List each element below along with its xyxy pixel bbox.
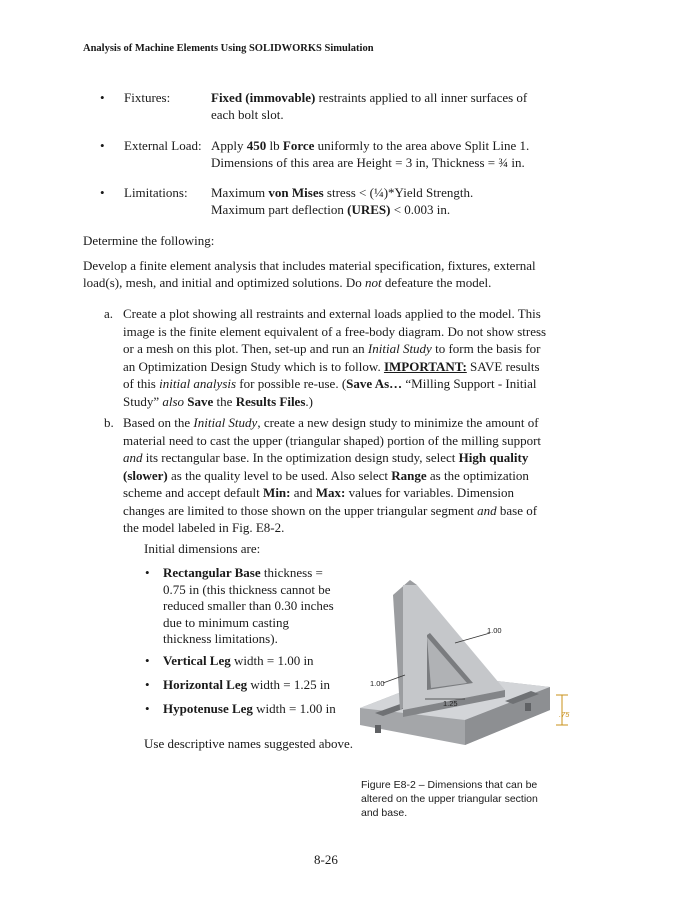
text-run: material need to cast the upper (triangular shaped) portion of the milling support: [123, 432, 542, 448]
text-run: thickness =: [260, 565, 323, 580]
dim-horizontal: 1.25: [443, 699, 458, 708]
dim-vertical: 1.00: [370, 679, 385, 688]
develop-line: [83, 274, 491, 291]
text-run: for possible re-use. (: [236, 376, 347, 391]
dim-base: .75: [559, 710, 570, 719]
slot-notch-left: [375, 725, 381, 733]
text-run: Horizontal Leg: [163, 677, 248, 692]
dimension-line: [163, 652, 314, 669]
text-run: Initial Study: [367, 341, 432, 356]
bullet-label: Fixtures:: [124, 90, 171, 105]
text-run: defeature the model.: [381, 275, 492, 290]
text-run: Based on the: [123, 415, 194, 430]
text-run: restraints applied to all inner surfaces of: [315, 90, 528, 105]
item-text-line: [123, 358, 540, 375]
item-text-line: [123, 375, 536, 392]
bullet-text-line: [211, 184, 473, 201]
caption-line: altered on the upper triangular section: [361, 793, 538, 805]
text-run: stress < (¼)*Yield Strength.: [323, 185, 474, 200]
text-run: its rectangular base. In the optimization design study, select: [142, 450, 459, 465]
text-run: the: [213, 393, 236, 409]
text-run: Results Files: [235, 393, 306, 409]
dimension-line: [163, 630, 278, 647]
dimension-line: [163, 700, 336, 717]
text-run: Apply: [211, 138, 247, 153]
text-run: initial analysis: [159, 376, 237, 391]
bullet-marker: •: [100, 90, 105, 105]
text-run: (URES): [347, 202, 391, 217]
bullet-marker: •: [145, 565, 150, 580]
text-run: reduced smaller than 0.30 inches: [163, 598, 334, 613]
item-text-line: [123, 467, 529, 484]
text-run: Dimensions of this area are Height = 3 in, Thickness = ¾ in.: [211, 155, 525, 170]
text-run: Rectangular Base: [163, 565, 261, 580]
text-run: image is the finite element equivalent of a free-body diagram. Do not show stress: [123, 323, 547, 339]
text-run: “Milling Support - Initial: [402, 376, 537, 391]
dimension-line: [163, 597, 334, 614]
milling-support-figure: [355, 575, 580, 770]
item-text-line: [123, 484, 514, 501]
text-run: base of: [496, 502, 538, 518]
text-run: , create a new design study to minimize the amount of: [257, 415, 539, 430]
develop-line: [83, 257, 536, 274]
caption-line: Figure E8-2 – Dimensions that can be: [361, 779, 538, 791]
text-run: and: [123, 450, 143, 465]
bullet-label: External Load:: [124, 138, 202, 153]
text-run: Min:: [263, 485, 291, 500]
text-run: width = 1.00 in: [252, 701, 336, 716]
text-run: changes are limited to those shown on the upper triangular segment: [123, 502, 478, 518]
bullet-marker: •: [100, 185, 105, 200]
item-text-line: [123, 393, 313, 410]
item-text-line: [123, 449, 528, 466]
text-run: Range: [391, 467, 427, 483]
text-run: lb: [266, 138, 283, 153]
text-run: 450: [246, 138, 267, 153]
text-run: 0.75 in (this thickness cannot be: [163, 581, 331, 597]
initial-dimensions-intro: Initial dimensions are:: [144, 541, 261, 556]
bullet-marker: •: [145, 701, 150, 716]
text-run: also: [162, 393, 185, 409]
text-run: Save: [187, 393, 214, 409]
item-marker: b.: [104, 415, 114, 430]
dimension-line: [163, 614, 289, 631]
determine-line: Determine the following:: [83, 233, 215, 248]
running-header: Analysis of Machine Elements Using SOLIDWORKS Simulation: [83, 43, 374, 54]
text-run: Develop a finite element analysis that includes material specification, fixtures, external: [83, 258, 536, 273]
descriptive-names-note: Use descriptive names suggested above.: [144, 736, 354, 751]
text-run: (slower): [123, 467, 168, 483]
caption-line: and base.: [361, 807, 408, 819]
text-run: IMPORTANT:: [383, 358, 467, 374]
bullet-text-line: [211, 89, 527, 106]
text-run: Create a plot showing all restraints and external loads applied to the model. This: [123, 306, 541, 321]
text-run: and: [477, 502, 497, 518]
text-run: Maximum part deflection: [211, 202, 348, 217]
slot-notch-right: [525, 703, 531, 711]
text-run: < 0.003 in.: [390, 202, 451, 217]
item-text-line: [123, 323, 546, 340]
item-text-line: [123, 502, 537, 519]
text-run: and: [290, 485, 316, 500]
text-run: width = 1.25 in: [247, 677, 330, 692]
text-run: Hypotenuse Leg: [163, 701, 253, 716]
item-text-line: [123, 432, 541, 449]
text-run: as the quality level to be used. Also select: [167, 467, 392, 483]
text-run: as the optimization: [426, 467, 529, 483]
text-run: scheme and accept default: [123, 485, 264, 500]
text-run: thickness limitations).: [163, 631, 278, 646]
text-run: not: [365, 275, 382, 290]
text-run: due to minimum casting: [163, 614, 290, 630]
bullet-label: Limitations:: [124, 185, 188, 200]
bullet-marker: •: [100, 138, 105, 153]
dim-hypotenuse: 1.00: [487, 626, 502, 635]
text-run: Study”: [123, 393, 163, 409]
bullet-marker: •: [145, 677, 150, 692]
text-run: Save As…: [346, 376, 403, 391]
text-run: values for variables. Dimension: [345, 485, 514, 500]
text-run: each bolt slot.: [211, 107, 284, 122]
text-run: Force: [282, 138, 315, 153]
figure-caption: [361, 778, 571, 820]
text-run: Max:: [315, 485, 346, 500]
text-run: the model labeled in Fig. E8-2.: [123, 520, 285, 535]
text-run: load(s), mesh, and initial and optimized solutions. Do: [83, 275, 365, 290]
text-run: Initial Study: [193, 415, 258, 430]
bullet-text-line: [211, 154, 525, 171]
text-run: to form the basis for: [431, 341, 541, 356]
item-marker: a.: [104, 306, 114, 321]
item-text-line: [123, 340, 541, 357]
text-run: Vertical Leg: [163, 653, 231, 668]
text-run: SAVE results: [466, 358, 540, 374]
text-run: width = 1.00 in: [230, 653, 314, 668]
dimension-line: [163, 676, 330, 693]
text-run: High quality: [458, 450, 529, 465]
text-run: or a mesh on this plot. Then, set-up and run an: [123, 341, 368, 356]
bullet-marker: •: [145, 653, 150, 668]
bullet-text-line: [211, 201, 450, 218]
bullet-text-line: [211, 137, 529, 154]
bullet-text-line: [211, 106, 284, 123]
text-run: uniformly to the area above Split Line 1.: [314, 138, 530, 153]
item-text-line: [123, 519, 284, 536]
upright-triangle-face: [403, 585, 505, 710]
text-run: Fixed (immovable): [211, 90, 316, 105]
item-text-line: [123, 414, 539, 431]
dimension-line: [163, 564, 323, 581]
text-run: von Mises: [268, 185, 324, 200]
page-number: 8-26: [314, 852, 338, 867]
dimension-line: [163, 581, 331, 598]
text-run: .): [305, 393, 313, 409]
text-run: an Optimization Design Study which is to follow.: [123, 358, 384, 374]
text-run: Maximum: [211, 185, 269, 200]
item-text-line: [123, 305, 541, 322]
text-run: of this: [123, 376, 160, 391]
